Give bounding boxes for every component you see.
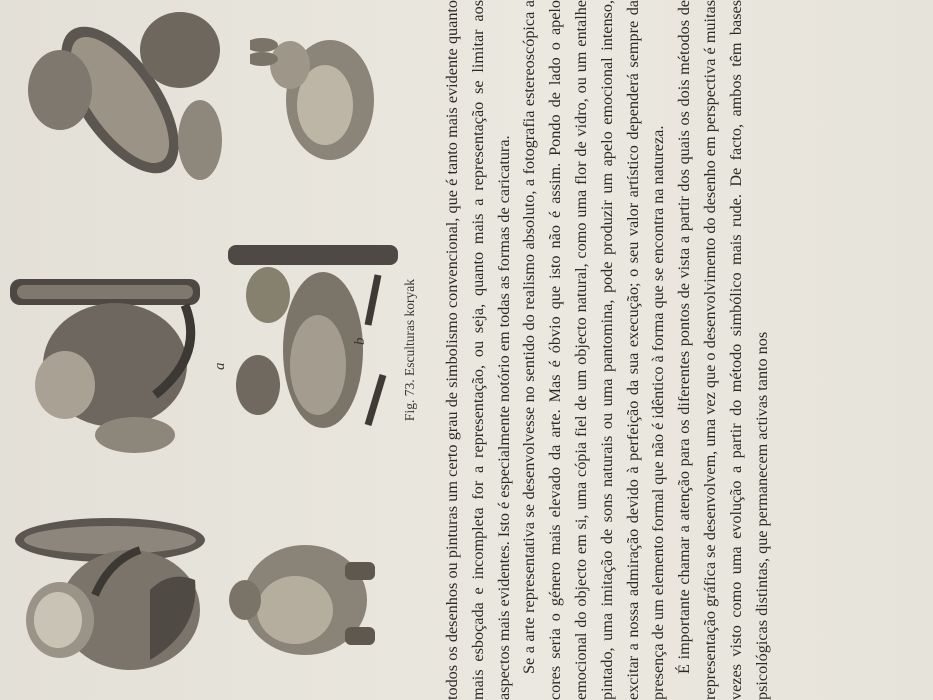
sculpture-drummer-right [0, 0, 235, 200]
sculpture-a [5, 255, 210, 455]
paragraph-1: todos os desenhos ou pinturas um certo grau de simbolismo convencional, que é tanto mais evidente quanto mais esboçada e incompleta for a representação, ou seja, quanto mais a representação se limitar aos aspectos mais evidentes. Isto é especialmente notório em todas as formas de caricatura. [443, 0, 513, 700]
label-a: a [212, 362, 228, 370]
sculpture-rabbit [250, 15, 390, 185]
paragraph-2: Se a arte representativa se desenvolvesse no sentido do realismo absoluto, a fotografia estereoscópica a cores seria o género mais elevado da arte. Mas é óbvio que isto não é assim. Pondo de lado o apelo emocional do objecto em si, uma cópia fiel de um objecto natural, como uma flor de vidro, ou um entalhe pintado, uma imitação de sons naturais ou uma pantomina, pode produzir um apelo emocional intenso, excitar a nossa admiração devido à perfeição da sua execução; o seu valor artístico dependerá sempre da presença de um elemento formal que não é idêntico à forma que se encontra na natureza. [520, 0, 668, 700]
sculpture-b [228, 230, 398, 445]
figure-caption: Fig. 73. Esculturas koryak [402, 278, 417, 422]
figure-73 [0, 0, 420, 700]
body-text [440, 0, 775, 700]
sculpture-bear-left [225, 520, 385, 680]
sculpture-drummer-left [0, 500, 215, 690]
paragraph-3: É importante chamar a atenção para os diferentes pontos de vista a partir dos quais os dois métodos de representação gráfica se desenvolvem, uma vez que o desenvolvimento do desenho em perspectiva é muitas vezes visto como uma evolução a partir do método simbólico mais rude. De facto, ambos têm bases psicológicas distintas, que permanecem activas tanto nos [675, 0, 771, 700]
label-b: b [352, 337, 368, 345]
